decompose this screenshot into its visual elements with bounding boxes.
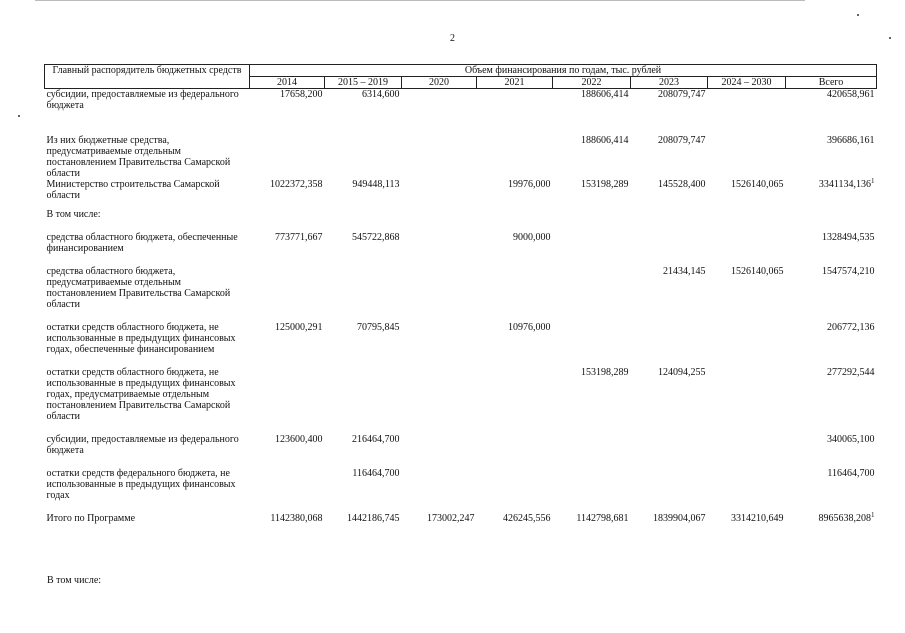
row-spacer: [45, 501, 877, 513]
row-value: 19976,000: [508, 179, 551, 190]
row-value: 188606,414: [581, 135, 629, 146]
table-row: [45, 322, 877, 355]
row-value: 340065,100: [827, 434, 875, 445]
row-label: средства областного бюджета, предусматриваемые отдельным постановлением Правительства Самарской области: [46, 266, 231, 310]
table-row: [45, 468, 877, 501]
row-value: 173002,247: [427, 513, 475, 524]
row-label: Итого по Программе: [46, 513, 136, 524]
page-number: 2: [450, 33, 455, 44]
row-value: 1547574,210: [822, 266, 875, 277]
row-value: 116464,700: [352, 468, 400, 479]
row-value: 545722,868: [352, 232, 400, 243]
row-value: 396686,161: [827, 135, 875, 146]
row-label: средства областного бюджета, обеспеченные финансированием: [46, 232, 238, 254]
row-value: 206772,136: [827, 322, 875, 333]
row-value: 188606,414: [581, 89, 629, 100]
row-value: 6314,600: [362, 89, 400, 100]
row-value: 3314210,649: [731, 513, 784, 524]
row-value: 1142380,068: [270, 513, 323, 524]
scan-top-edge: [35, 0, 805, 2]
financing-table: [44, 64, 877, 524]
row-spacer: [45, 254, 877, 266]
row-value: 1328494,535: [822, 232, 875, 243]
row-value: 1526140,065: [731, 179, 784, 190]
row-value: 153198,289: [581, 179, 629, 190]
row-value: 116464,700: [827, 468, 875, 479]
row-value: 1526140,065: [731, 266, 784, 277]
row-spacer: [45, 111, 877, 135]
header-distributor: Главный распорядитель бюджетных средств: [45, 65, 250, 89]
row-value: 153198,289: [581, 367, 629, 378]
row-value: 70795,845: [357, 322, 400, 333]
table-row: [45, 179, 877, 201]
row-value: 426245,556: [503, 513, 551, 524]
row-value: 125000,291: [275, 322, 323, 333]
table-row: [45, 367, 877, 422]
row-value: 8965638,208: [818, 513, 871, 524]
table-row: [45, 135, 877, 179]
row-value: 949448,113: [352, 179, 400, 190]
table-row: [45, 232, 877, 254]
row-value: 17658,200: [280, 89, 323, 100]
row-value: 208079,747: [658, 135, 706, 146]
row-value: 216464,700: [352, 434, 400, 445]
table-row: [45, 434, 877, 456]
table-row: [45, 513, 877, 524]
row-spacer: [45, 310, 877, 322]
table-row: [45, 209, 877, 220]
row-label: Министерство строительства Самарской области: [46, 179, 220, 201]
row-label: В том числе:: [46, 209, 101, 220]
row-value: 1442186,745: [347, 513, 400, 524]
header-year: 2020: [402, 77, 477, 89]
row-value: 277292,544: [827, 367, 875, 378]
row-label: субсидии, предоставляемые из федерального бюджета: [46, 89, 239, 111]
footer-label: В том числе:: [47, 575, 102, 586]
row-value: 3341134,136: [818, 179, 871, 190]
row-label: субсидии, предоставляемые из федерального бюджета: [46, 434, 239, 456]
row-value: 145528,400: [658, 179, 706, 190]
row-value: 123600,400: [275, 434, 323, 445]
header-year: 2022: [553, 77, 631, 89]
row-value: 208079,747: [658, 89, 706, 100]
table-row: [45, 266, 877, 310]
header-volume: Объем финансирования по годам, тыс. рублей: [250, 65, 877, 77]
header-year: 2024 – 2030: [708, 77, 786, 89]
header-year: 2014: [250, 77, 325, 89]
header-year: Всего: [786, 77, 877, 89]
row-value: 21434,145: [663, 266, 706, 277]
row-label: Из них бюджетные средства, предусматриваемые отдельным постановлением Правительства Самарской области: [46, 135, 231, 179]
row-spacer: [45, 422, 877, 434]
row-value: 9000,000: [513, 232, 551, 243]
table-row: [45, 89, 877, 112]
row-spacer: [45, 220, 877, 232]
header-year: 2021: [477, 77, 553, 89]
row-label: остатки средств федерального бюджета, не использованные в предыдущих финансовых годах: [46, 468, 236, 501]
row-spacer: [45, 201, 877, 209]
scan-speck: [18, 115, 20, 117]
footnote-mark: 1: [871, 511, 875, 519]
row-label: остатки средств областного бюджета, не использованные в предыдущих финансовых годах, обеспеченные финансированием: [46, 322, 236, 355]
header-year: 2015 – 2019: [325, 77, 402, 89]
row-value: 10976,000: [508, 322, 551, 333]
row-value: 420658,961: [827, 89, 875, 100]
row-value: 1142798,681: [576, 513, 629, 524]
header-year: 2023: [631, 77, 708, 89]
row-value: 1839904,067: [653, 513, 706, 524]
row-value: 1022372,358: [270, 179, 323, 190]
footnote-mark: 1: [871, 177, 875, 185]
row-spacer: [45, 456, 877, 468]
scan-speck: [857, 14, 859, 16]
row-value: 773771,667: [275, 232, 323, 243]
row-value: 124094,255: [658, 367, 706, 378]
row-spacer: [45, 355, 877, 367]
row-label: остатки средств областного бюджета, не использованные в предыдущих финансовых годах, предусматриваемые отдельным постановлением Правительства Самарской области: [46, 367, 236, 422]
